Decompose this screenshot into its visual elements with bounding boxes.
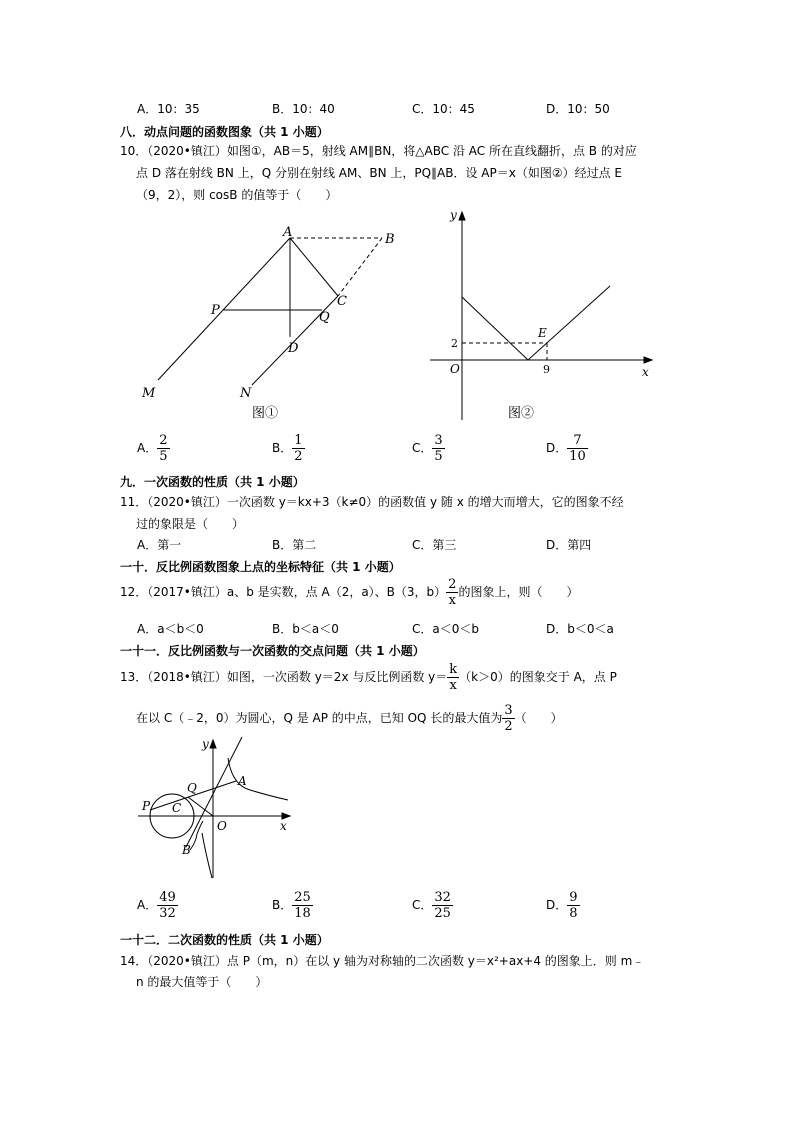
segment-bc-dashed: [338, 238, 382, 296]
q12-option-b: B．b＜a＜0: [272, 622, 339, 636]
label-p: P: [142, 799, 151, 813]
q12-option-c: C．a＜0＜b: [412, 622, 479, 636]
figure-1-caption: 图①: [252, 406, 279, 421]
axis-label-y: y: [450, 208, 457, 222]
section-9-heading: 九．一次函数的性质（共 1 小题）: [120, 475, 305, 489]
label-q: Q: [319, 310, 330, 325]
section-11-heading: 一十一．反比例函数与一次函数的交点问题（共 1 小题）: [120, 644, 425, 658]
q13-line2: 在以 C（﹣2，0）为圆心，Q 是 AP 的中点，已知 OQ 长的最大值为 $\frac{3}{2}$ （ ）: [136, 703, 563, 734]
q10-figure-1: [130, 225, 400, 425]
q13-option-b: B． $\frac{25}{18}$: [272, 890, 311, 921]
label-d: D: [288, 341, 299, 356]
label-e: E: [538, 326, 547, 340]
figure-2-caption: 图②: [508, 406, 535, 421]
q10-option-c: C． $\frac{3}{5}$: [412, 433, 443, 464]
q12-option-a: A．a＜b＜0: [137, 622, 204, 636]
q9-option-a: A．10：35: [137, 102, 200, 116]
q13-figure: [130, 730, 300, 880]
label-c: C: [337, 294, 347, 309]
graph-line: [462, 286, 610, 360]
label-a: A: [283, 225, 293, 240]
q13-line1: 13．（2018•镇江）如图，一次函数 y＝2x 与反比例函数 y＝ $\frac{k}{x}$ （k＞0）的图象交于 A，点 P: [120, 662, 617, 693]
q11-option-a: A．第一: [137, 538, 182, 552]
label-q: Q: [187, 781, 197, 795]
label-a: A: [238, 774, 247, 788]
label-m: M: [142, 386, 156, 401]
q12-text: 12．（2017•镇江）a、b 是实数，点 A（2，a）、B（3，b） $\frac{2}{x}$ 的图象上，则（ ）: [120, 577, 579, 608]
q13-option-c: C． $\frac{32}{25}$: [412, 890, 451, 921]
origin-label: O: [217, 819, 227, 833]
q10-option-b: B． $\frac{1}{2}$: [272, 433, 303, 464]
origin-label: O: [450, 362, 460, 376]
hyperbola-q1: [228, 758, 288, 800]
q12-option-d: D．b＜0＜a: [546, 622, 614, 636]
q10-line3: （9，2），则 cosB 的值等于（ ）: [136, 188, 338, 202]
q9-option-b: B．10：40: [272, 102, 335, 116]
tick-label-2: 2: [451, 337, 458, 350]
label-p: P: [211, 303, 220, 318]
label-b: B: [385, 232, 395, 247]
section-12-heading: 一十二．二次函数的性质（共 1 小题）: [120, 933, 329, 947]
label-c: C: [172, 801, 182, 815]
segment-ac: [290, 238, 338, 296]
q14-line2: n 的最大值等于（ ）: [136, 975, 268, 989]
q10-option-a: A． $\frac{2}{5}$: [137, 433, 168, 464]
q11-option-c: C．第三: [412, 538, 457, 552]
q10-line1: 10．（2020•镇江）如图①，AB＝5，射线 AM∥BN，将△ABC 沿 AC 所在直线翻折，点 B 的对应: [120, 144, 637, 158]
section-10-heading: 一十．反比例函数图象上点的坐标特征（共 1 小题）: [120, 560, 401, 574]
q10-figure-2: [420, 200, 660, 425]
axis-label-x: x: [280, 819, 287, 833]
label-n: N: [240, 386, 252, 401]
section-8-heading: 八．动点问题的函数图象（共 1 小题）: [120, 125, 329, 139]
q10-line2: 点 D 落在射线 BN 上，Q 分别在射线 AM、BN 上，PQ∥AB．设 AP＝x（如图②）经过点 E: [136, 166, 623, 180]
axis-label-y: y: [202, 737, 209, 751]
ray-am: [158, 238, 290, 380]
q9-option-c: C．10：45: [412, 102, 475, 116]
q10-option-d: D． $\frac{7}{10}$: [546, 433, 586, 464]
tick-label-9: 9: [543, 363, 550, 376]
q11-option-b: B．第二: [272, 538, 317, 552]
q11-line2: 过的象限是（ ）: [136, 517, 245, 531]
q9-option-d: D．10：50: [546, 102, 610, 116]
label-b: B: [182, 843, 191, 857]
q13-option-d: D． $\frac{9}{8}$: [546, 890, 578, 921]
q11-line1: 11．（2020•镇江）一次函数 y＝kx+3（k≠0）的函数值 y 随 x 的增大而增大，它的图象不经: [120, 495, 624, 509]
q11-option-d: D．第四: [546, 538, 592, 552]
q13-option-a: A． $\frac{49}{32}$: [137, 890, 176, 921]
q14-line1: 14．（2020•镇江）点 P（m，n）在以 y 轴为对称轴的二次函数 y＝x²+ax+4 的图象上．则 m﹣: [120, 954, 645, 968]
axis-label-x: x: [642, 365, 649, 379]
